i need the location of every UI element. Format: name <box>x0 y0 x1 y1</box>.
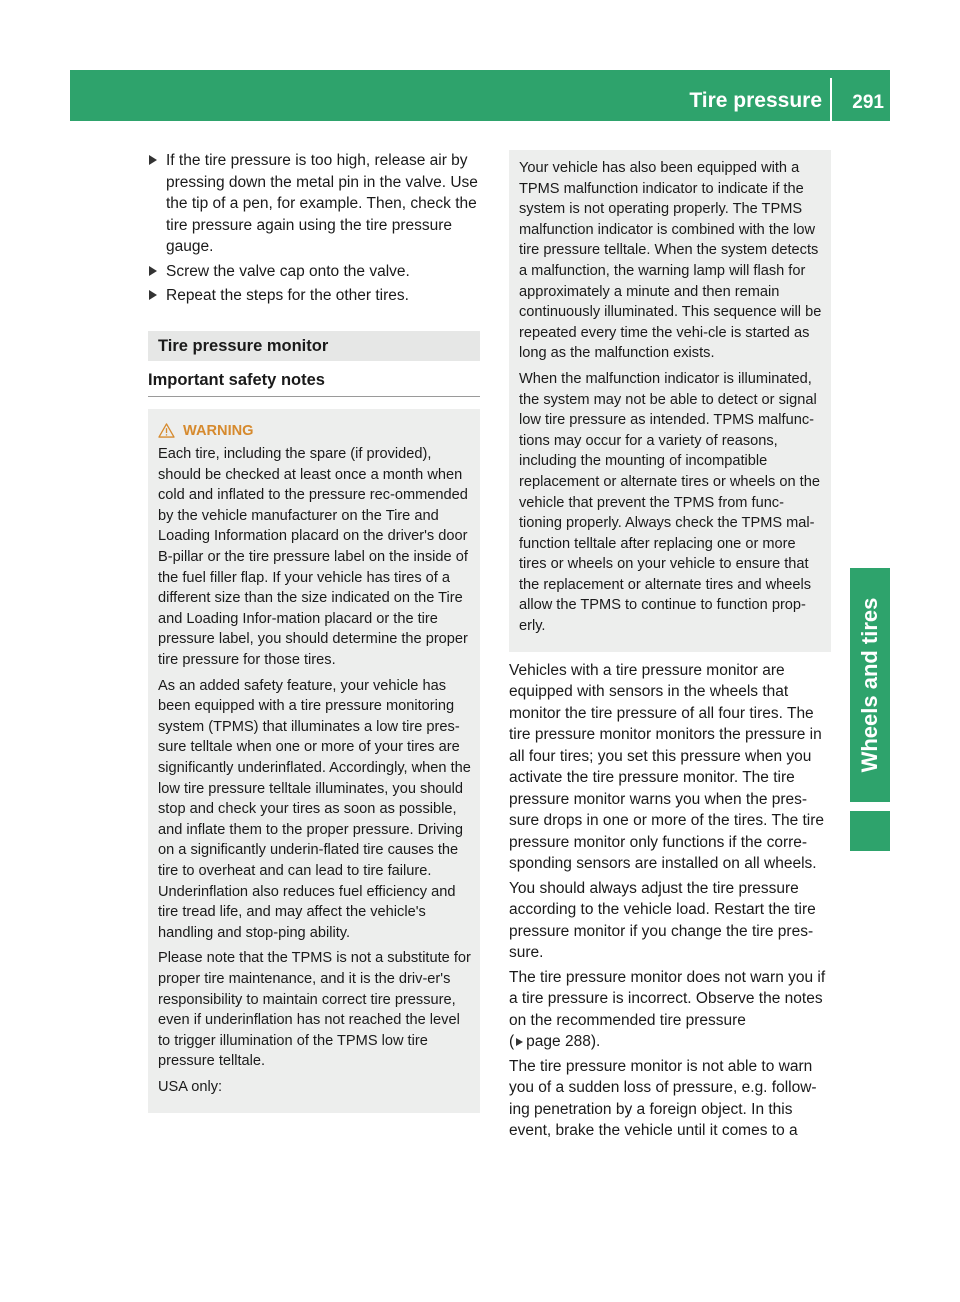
warning-triangle-icon <box>158 423 175 438</box>
warning-box <box>148 409 480 1113</box>
page-number: 291 <box>852 92 884 113</box>
step-item <box>148 150 480 258</box>
step-arrow-icon <box>149 155 157 165</box>
chapter-tab-label: Wheels and tires <box>857 597 882 773</box>
page-reference-link[interactable]: page 288). <box>526 1033 601 1051</box>
left-column <box>148 150 480 1113</box>
warning-paragraph: Please note that the TPMS is not a substitute for proper tire maintenance, and it is the driv-er's responsibility to maintain correct tire pressure, even if underinflation has not reached the level to trigger illumination of the TPMS low tire pressure telltale. <box>158 950 471 1070</box>
warning-paragraph: As an added safety feature, your vehicle has been equipped with a tire pressure monitoring system (TPMS) that illuminates a low tire pres-sure telltale when one or more of your tires are significantly underinflated. Accordingly, when the low tire pressure telltale illuminates, you should stop and check your tires as soon as possible, and inflate them to the proper pressure. Driving on a significantly underin-flated tire causes the tire to overheat and can lead to tire failure. Underinflation also reduces fuel efficiency and tire tread life, and may affect the vehicle's handling and stop-ping ability. <box>158 677 471 941</box>
page-reference-arrow-icon <box>516 1038 523 1046</box>
right-column <box>509 150 831 1145</box>
chapter-marker <box>850 811 890 851</box>
warning-label: WARNING <box>183 422 254 439</box>
subsection-heading: Important safety notes <box>148 371 480 397</box>
body-paragraph <box>509 967 831 1053</box>
page-title: Tire pressure <box>689 89 822 112</box>
info-paragraph: When the malfunction indicator is illuminated, the system may not be able to detect or signal low tire pressure as intended. TPMS malfunc-tions may occur for a variety of reasons, including the mounting of incompatible replacement or alternate tires or wheels on the vehicle that prevent the TPMS from func-tioning properly. Always check the TPMS mal-function telltale after replacing one or more tires or wheels on your vehicle to ensure that the replacement or alternate tires and wheels allow the TPMS to continue to function prop-erly. <box>519 370 820 635</box>
warning-header <box>158 421 472 442</box>
header-separator <box>830 78 832 121</box>
chapter-tab <box>850 568 890 802</box>
warning-paragraph: Each tire, including the spare (if provided), should be checked at least once a month when cold and inflated to the pressure rec-ommended by the vehicle manufacturer on the Tire and Loading Information placard on the driver's door B-pillar or the tire pressure label on the inside of the fuel filler flap. If your vehicle has tires of a different size than the size indicated on the Tire and Loading Infor-mation placard or the tire pressure label, you should determine the proper tire pressure for those tires. <box>158 446 468 669</box>
body-text: The tire pressure monitor does not warn you if a tire pressure is incorrect. Observe the notes on the recommended tire pressure <box>509 968 826 1029</box>
step-text: If the tire pressure is too high, release air by pressing down the metal pin in the valve. Use the tip of a pen, for example. Then, check the tire pressure again using the tire pressure gauge. <box>166 152 478 255</box>
info-paragraph: Your vehicle has also been equipped with a TPMS malfunction indicator to indicate if the system is not operating properly. The TPMS malfunction indicator is combined with the low tire pressure telltale. When the system detects a malfunction, the warning lamp will flash for approximately a minute and then remain continuously illuminated. This sequence will be repeated every time the vehi-cle is started as long as the malfunction exists. <box>519 160 822 362</box>
step-text: Screw the valve cap onto the valve. <box>166 262 410 280</box>
step-arrow-icon <box>149 266 157 276</box>
body-paragraph: The tire pressure monitor is not able to warn you of a sudden loss of pressure, e.g. follow-ing penetration by a foreign object. In this event, brake the vehicle until it comes to a <box>509 1057 817 1140</box>
page-reference-open: ( <box>509 1033 515 1051</box>
step-item <box>148 285 480 307</box>
step-arrow-icon <box>149 290 157 300</box>
step-item <box>148 261 480 283</box>
steps-list <box>148 150 480 307</box>
body-paragraph: You should always adjust the tire pressure according to the vehicle load. Restart the tire pressure monitor if you change the tire pres-sure. <box>509 879 816 962</box>
warning-paragraph: USA only: <box>158 1078 223 1095</box>
header-bar <box>70 70 890 121</box>
body-paragraph: Vehicles with a tire pressure monitor are equipped with sensors in the wheels that monitor the tire pressure of all four tires. The tire pressure monitor monitors the pressure in all four tires; you set this pressure when you activate the tire pressure monitor. The tire pressure monitor warns you when the pres-sure drops in one or more of the tires. The tire pressure monitor only functions if the corre-sponding sensors are installed on all wheels. <box>509 661 825 873</box>
tpms-info-box <box>509 150 831 652</box>
step-text: Repeat the steps for the other tires. <box>166 287 409 304</box>
section-heading: Tire pressure monitor <box>148 331 480 361</box>
